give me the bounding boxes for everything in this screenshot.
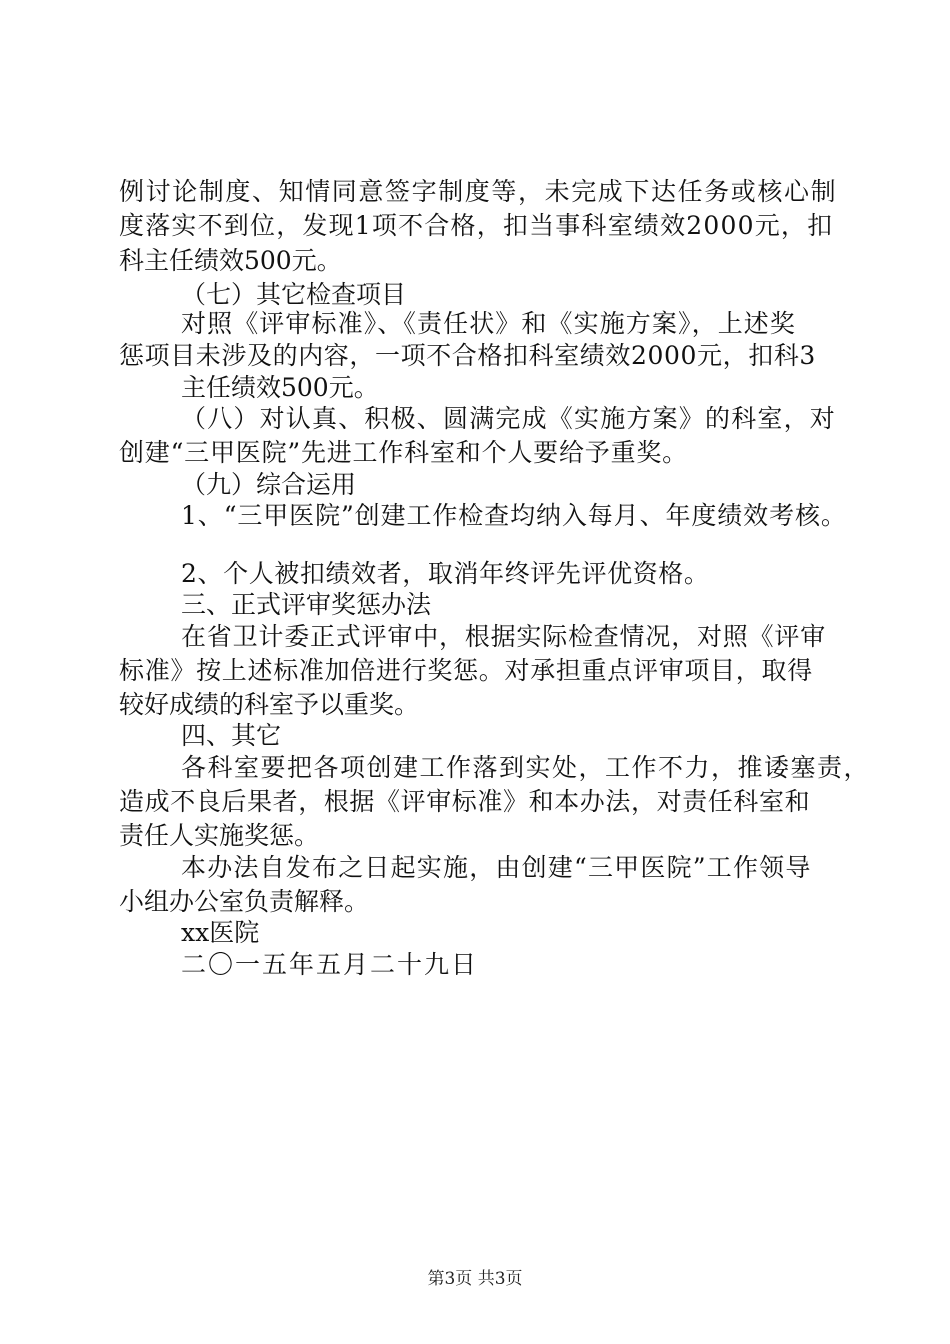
body-line: 度落实不到位，发现1项不合格，扣当事科室绩效2000元，扣 [119, 211, 834, 240]
body-line: 造成不良后果者，根据《评审标准》和本办法，对责任科室和 [119, 787, 811, 816]
section-heading: 四、其它 [181, 721, 282, 750]
body-line: 1、“三甲医院”创建工作检查均纳入每月、年度绩效考核。 [181, 501, 847, 530]
body-line: 责任人实施奖惩。 [119, 821, 320, 850]
section-heading: （八）对认真、积极、圆满完成《实施方案》的科室，对 [181, 404, 837, 433]
body-line: 2、个人被扣绩效者，取消年终评先评优资格。 [181, 559, 710, 588]
body-line: 例讨论制度、知情同意签字制度等，未完成下达任务或核心制 [119, 177, 838, 206]
body-line: 创建“三甲医院”先进工作科室和个人要给予重奖。 [119, 438, 688, 467]
body-line: 本办法自发布之日起实施，由创建“三甲医院”工作领导 [181, 853, 812, 882]
signature-org: xx医院 [181, 918, 260, 947]
body-line: 在省卫计委正式评审中，根据实际检查情况，对照《评审 [181, 622, 827, 651]
section-heading: （七）其它检查项目 [181, 280, 407, 309]
body-line: 惩项目未涉及的内容，一项不合格扣科室绩效2000元，扣科3 [119, 341, 816, 370]
body-line: 科主任绩效500元。 [119, 246, 342, 275]
body-line: 小组办公室负责解释。 [119, 887, 370, 916]
signature-date: 二〇一五年五月二十九日 [181, 950, 479, 979]
body-line: 主任绩效500元。 [181, 373, 379, 402]
body-line: 标准》按上述标准加倍进行奖惩。对承担重点评审项目，取得 [119, 656, 813, 685]
body-line: 较好成绩的科室予以重奖。 [119, 690, 420, 719]
section-heading: （九）综合运用 [181, 470, 357, 499]
body-line: 各科室要把各项创建工作落到实处，工作不力，推诿塞责， [181, 753, 871, 782]
body-line: 对照《评审标准》、《责任状》和《实施方案》，上述奖 [181, 309, 797, 338]
page-number: 第3页 共3页 [427, 1269, 523, 1289]
section-heading: 三、正式评审奖惩办法 [181, 590, 432, 619]
